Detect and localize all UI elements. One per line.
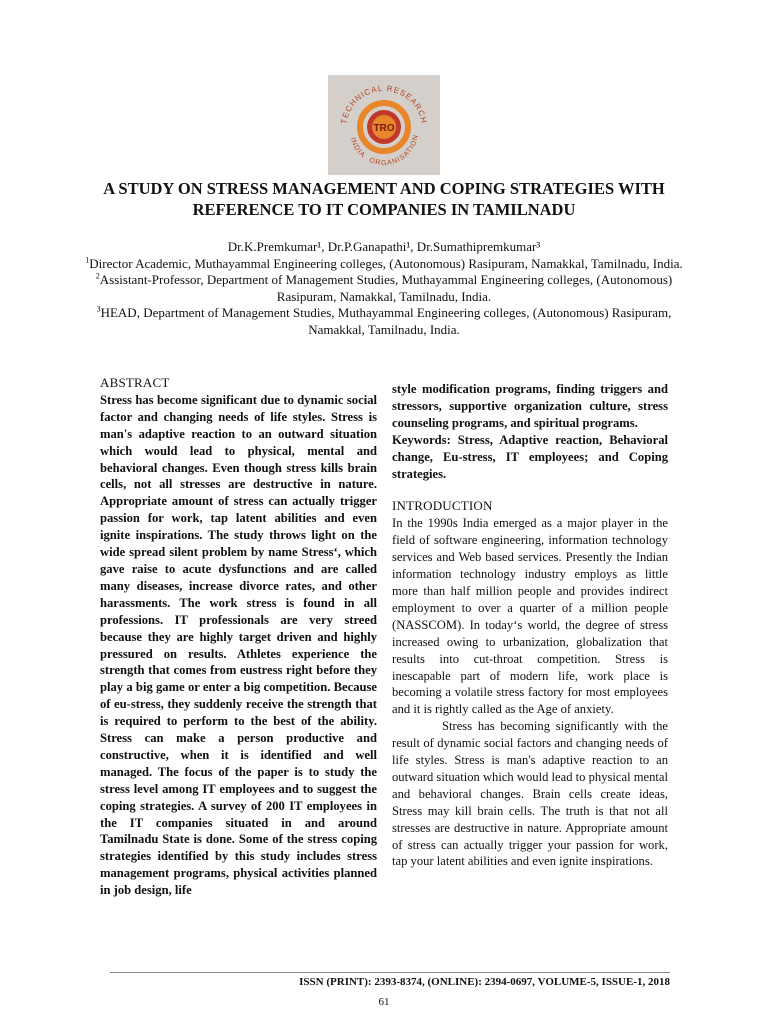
logo-left-text: INDIA [348, 136, 367, 160]
introduction-heading: INTRODUCTION [392, 498, 493, 514]
footer-divider [110, 972, 670, 973]
author-block [80, 239, 688, 338]
keywords: Keywords: Stress, Adaptive reaction, Behavioral change, Eu-stress, IT employees; and Coping strategies. [392, 432, 668, 481]
tro-seal-icon [328, 75, 440, 175]
abstract-continued: style modification programs, finding triggers and stressors, supportive organization culture, stress counseling programs, and spiritual programs. [392, 382, 668, 430]
right-column [392, 381, 668, 870]
logo-right-text: ORGANISATION [368, 133, 420, 168]
introduction-paragraph-1: In the 1990s India emerged as a major player in the field of software engineering, information technology services and Web based services. Presently the Indian information technology industry employs as little more than half million people and provides indirect employment to over a quarter of a million people (NASSCOM). In today‘s world, the degree of stress increased owing to urbanization, globalization that results into cut-throat competition. Stress is inescapable part of modern life, work place is becoming a volatile stress factory for most employees and it is rightly called as the Age of anxiety. [392, 516, 668, 717]
logo-top-text: TECHNICAL RESEARCH [339, 83, 429, 125]
affiliation-2: $^2$Assistant-Professor, Department of Management Studies, Muthayammal Engineering colleges, (Autonomous) Rasipuram, Namakkal, Tamilnadu, India. [95, 271, 673, 304]
paper-title: A STUDY ON STRESS MANAGEMENT AND COPING STRATEGIES WITH REFERENCE TO IT COMPANIES IN TAMILNADU [103, 179, 665, 219]
logo-center-text: TRO [373, 123, 395, 134]
issn-footer: ISSN (PRINT): 2393-8374, (ONLINE): 2394-0697, VOLUME-5, ISSUE-1, 2018 [299, 976, 670, 988]
left-column [100, 375, 377, 899]
affiliation-1: $^1$Director Academic, Muthayammal Engineering colleges, (Autonomous) Rasipuram, Namakkal, Tamilnadu, India. [85, 255, 683, 271]
journal-logo [328, 75, 440, 175]
author-names: Dr.K.Premkumar¹, Dr.P.Ganapathi¹, Dr.Sumathipremkumar³ [227, 239, 541, 254]
abstract-heading: ABSTRACT [100, 375, 170, 390]
abstract-text: Stress has become significant due to dynamic social factor and changing needs of life styles. Stress is man's adaptive reaction to an outward situation which would lead to physical, mental and behavioral changes. Even though stress kills brain cells, not all stresses are destructive in nature. Appropriate amount of stress can actually trigger passion for work, tap latent abilities and even ignite inspirations. The study throws light on the wide spread silent problem by name Stress‘, which gave raise to acute dysfunctions and are called many diseases, increase divorce rates, and other harassments. The work stress is found in all professions. IT professionals are very streed because they are highly target driven and highly pressured on results. Athletes experience the strength that comes from eustress right before they play a big game or enter a big competition. Because of eu-stress, they suddenly receive the strength that is required to perform to the best of the ability. Stress can make a person productive and constructive, when it is identified and well managed. The focus of the paper is to study the stress level among IT employees and to suggest the coping strategies. A survey of 200 IT employees in the IT companies situated in and around Tamilnadu State is done. Some of the stress coping strategies identified by this study includes stress management programs, physical activities planned in job design, life [100, 392, 377, 898]
affiliation-3: $^3$HEAD, Department of Management Studies, Muthayammal Engineering colleges, (Autonomous) Rasipuram, Namakkal, Tamilnadu, India. [96, 304, 672, 337]
introduction-paragraph-2: Stress has becoming significantly with the result of dynamic social factors and changing needs of life styles. Stress is man's adaptive reaction to an outward situation which would lead to physical mental and behavioral changes. Brain cells create ideas, Stress may kill brain cells. The truth is that not all stresses are destructive in nature. Appropriate amount of stress can actually trigger your passion for work, tap your latent abilities and even ignite inspirations. [392, 719, 668, 869]
page-number: 61 [378, 996, 390, 1008]
